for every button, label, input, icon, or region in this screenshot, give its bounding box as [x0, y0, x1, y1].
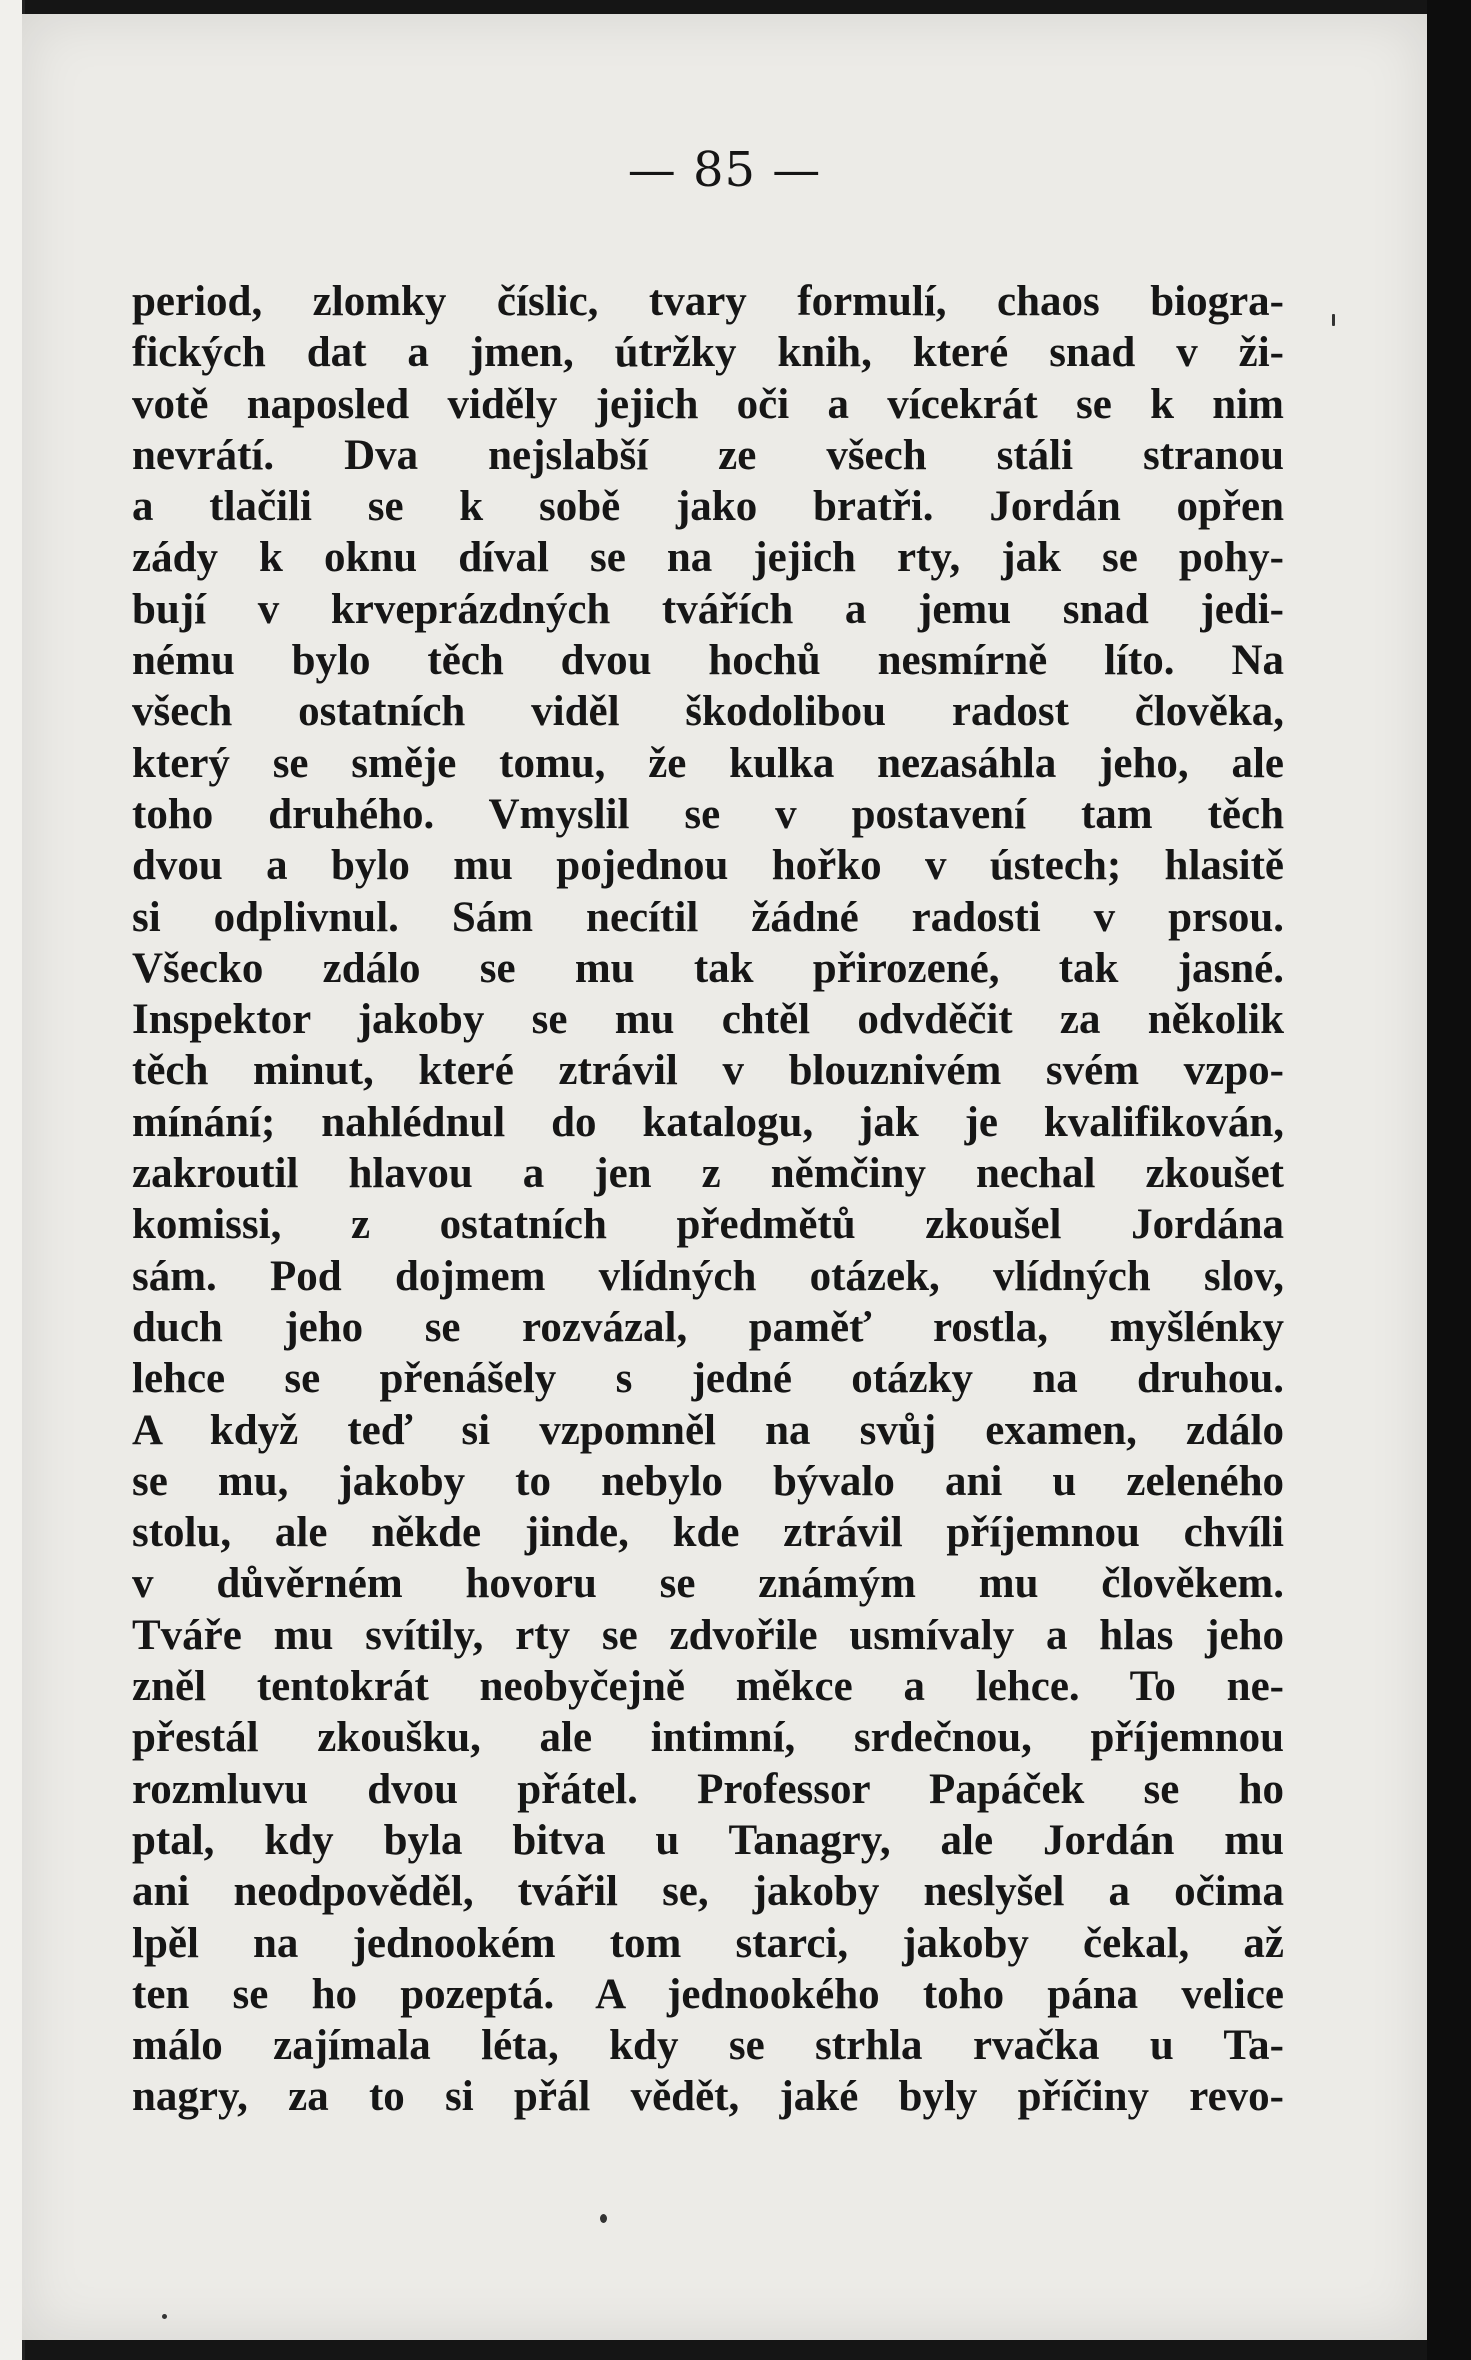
text-line: zakroutil hlavou a jen z němčiny nechal zkoušet	[132, 1150, 1284, 1198]
text-line: komissi, z ostatních předmětů zkoušel Jordána	[132, 1201, 1284, 1249]
print-speck	[1332, 314, 1335, 326]
text-line: nagry, za to si přál vědět, jaké byly příčiny revo-	[132, 2073, 1284, 2121]
text-line: všech ostatních viděl škodolibou radost člověka,	[132, 688, 1284, 736]
text-line: nevrátí. Dva nejslabší ze všech stáli stranou	[132, 431, 1284, 479]
text-line: v důvěrném hovoru se známým mu člověkem.	[132, 1560, 1284, 1608]
print-speck	[162, 2314, 167, 2319]
page-number: — 85 —	[627, 142, 822, 198]
text-line: toho druhého. Vmyslil se v postavení tam těch	[132, 790, 1284, 838]
text-line: těch minut, které ztrávil v blouznivém svém vzpo-	[132, 1047, 1284, 1095]
text-line: nému bylo těch dvou hochů nesmírně líto. Na	[132, 637, 1284, 685]
text-line: ptal, kdy byla bitva u Tanagry, ale Jordán mu	[132, 1816, 1284, 1864]
text-line: lehce se přenášely s jedné otázky na druhou.	[132, 1355, 1284, 1403]
text-line: votě naposled viděly jejich oči a vícekrát se k nim	[132, 380, 1284, 428]
text-line: rozmluvu dvou přátel. Professor Papáček se ho	[132, 1765, 1284, 1813]
text-line: stolu, ale někde jinde, kde ztrávil příjemnou chvíli	[132, 1509, 1284, 1557]
text-line: a tlačili se k sobě jako bratři. Jordán opřen	[132, 483, 1284, 531]
text-line: zněl tentokrát neobyčejně měkce a lehce. To ne-	[132, 1663, 1284, 1711]
print-speck	[600, 2214, 607, 2223]
text-line: mínání; nahlédnul do katalogu, jak je kvalifikován,	[132, 1098, 1284, 1146]
page-sheet	[22, 14, 1427, 2340]
body-text	[132, 276, 1284, 2123]
text-line: ten se ho pozeptá. A jednookého toho pána velice	[132, 1970, 1284, 2018]
text-line: který se směje tomu, že kulka nezasáhla jeho, ale	[132, 739, 1284, 787]
text-line: málo zajímala léta, kdy se strhla rvačka u Ta-	[132, 2022, 1284, 2070]
text-line: si odplivnul. Sám necítil žádné radosti v prsou.	[132, 893, 1284, 941]
text-line: Inspektor jakoby se mu chtěl odvděčit za několik	[132, 996, 1284, 1044]
text-line: lpěl na jednookém tom starci, jakoby čekal, až	[132, 1919, 1284, 1967]
text-line: dvou a bylo mu pojednou hořko v ústech; hlasitě	[132, 842, 1284, 890]
text-line: Tváře mu svítily, rty se zdvořile usmívaly a hlas jeho	[132, 1611, 1284, 1659]
page-right-edge	[1427, 0, 1471, 2360]
text-line: zády k oknu díval se na jejich rty, jak se pohy-	[132, 534, 1284, 582]
text-line: bují v krveprázdných tvářích a jemu snad jedi-	[132, 585, 1284, 633]
text-line: duch jeho se rozvázal, paměť rostla, myšlénky	[132, 1303, 1284, 1351]
text-line: ani neodpověděl, tvářil se, jakoby neslyšel a očima	[132, 1868, 1284, 1916]
text-line: period, zlomky číslic, tvary formulí, chaos biogra-	[132, 278, 1284, 325]
text-line: A když teď si vzpomněl na svůj examen, zdálo	[132, 1406, 1284, 1454]
text-line: se mu, jakoby to nebylo bývalo ani u zeleného	[132, 1457, 1284, 1505]
text-line: přestál zkoušku, ale intimní, srdečnou, příjemnou	[132, 1714, 1284, 1762]
text-line: Všecko zdálo se mu tak přirozené, tak jasné.	[132, 944, 1284, 992]
text-line: sám. Pod dojmem vlídných otázek, vlídných slov,	[132, 1252, 1284, 1300]
text-line: fických dat a jmen, útržky knih, které snad v ži-	[132, 329, 1284, 377]
